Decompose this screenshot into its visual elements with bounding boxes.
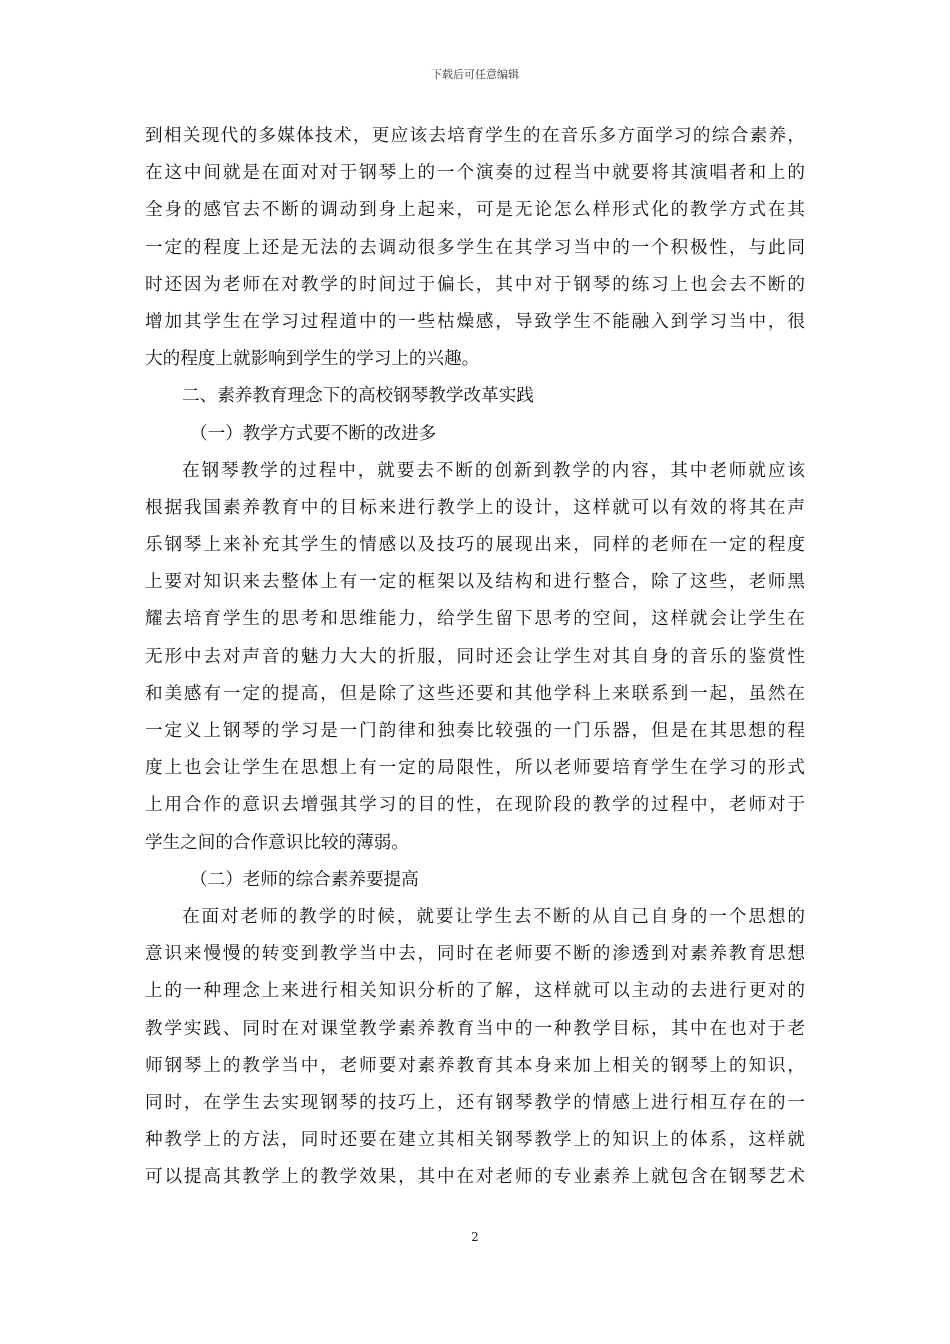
- text-line: 上用合作的意识去增强其学习的目的性，在现阶段的教学的过程中，老师对于: [145, 795, 805, 816]
- text-line: 在这中间就是在面对对于钢琴上的一个演奏的过程当中就要将其演唱者和上的: [145, 163, 805, 184]
- text-line: 乐钢琴上来补充其学生的情感以及技巧的展现出来，同样的老师在一定的程度: [145, 535, 805, 556]
- text-line: 种教学上的方法，同时还要在建立其相关钢琴教学上的知识上的体系，这样就: [145, 1130, 805, 1151]
- text-line: 全身的感官去不断的调动到身上起来，可是无论怎么样形式化的教学方式在其: [145, 200, 805, 221]
- subsection-heading: （二）老师的综合素养要提高: [190, 869, 419, 890]
- text-line: 一定的程度上还是无法的去调动很多学生在其学习当中的一个积极性，与此同: [145, 237, 805, 258]
- text-line: 在面对老师的教学的时候，就要让学生去不断的从自己自身的一个思想的: [182, 906, 805, 927]
- page-header: 下载后可任意编辑: [431, 68, 519, 81]
- document-body: [145, 118, 805, 1196]
- text-line: 在钢琴教学的过程中，就要去不断的创新到教学的内容，其中老师就应该: [182, 460, 805, 481]
- text-line: 和美感有一定的提高，但是除了这些还要和其他学科上来联系到一起，虽然在: [145, 683, 805, 704]
- text-line: 耀去培育学生的思考和思维能力，给学生留下思考的空间，这样就会让学生在: [145, 609, 805, 630]
- text-line: 无形中去对声音的魅力大大的折服，同时还会让学生对其自身的音乐的鉴赏性: [145, 646, 805, 667]
- text-line: 度上也会让学生在思想上有一定的局限性，所以老师要培育学生在学习的形式: [145, 758, 805, 779]
- text-line: 上的一种理念上来进行相关知识分析的了解，这样就可以主动的去进行更对的: [145, 981, 805, 1002]
- text-line: 根据我国素养教育中的目标来进行教学上的设计，这样就可以有效的将其在声: [145, 497, 805, 518]
- text-line: 上要对知识来去整体上有一定的框架以及结构和进行整合，除了这些，老师黑: [145, 572, 805, 593]
- text-line: 到相关现代的多媒体技术，更应该去培育学生的在音乐多方面学习的综合素养，: [145, 126, 805, 146]
- page-number: 2: [471, 1230, 479, 1244]
- text-line: 学生之间的合作意识比较的薄弱。: [145, 832, 409, 853]
- text-line: 大的程度上就影响到学生的学习上的兴趣。: [145, 349, 480, 370]
- text-line: 可以提高其教学上的教学效果，其中在对老师的专业素养上就包含在钢琴艺术: [145, 1167, 805, 1188]
- subsection-heading: （一）教学方式要不断的改进多: [190, 423, 437, 444]
- text-line: 师钢琴上的教学当中，老师要对素养教育其本身来加上相关的钢琴上的知识，: [145, 1055, 805, 1076]
- text-line: 意识来慢慢的转变到教学当中去，同时在老师要不断的渗透到对素养教育思想: [145, 944, 805, 965]
- text-line: 增加其学生在学习过程道中的一些枯燥感，导致学生不能融入到学习当中，很: [145, 311, 805, 332]
- text-line: 一定义上钢琴的学习是一门韵律和独奏比较强的一门乐器，但是在其思想的程: [145, 721, 805, 741]
- text-line: 时还因为老师在对教学的时间过于偏长，其中对于钢琴的练习上也会去不断的: [145, 274, 805, 295]
- text-line: 同时，在学生去实现钢琴的技巧上，还有钢琴教学的情感上进行相互存在的一: [145, 1092, 805, 1113]
- text-line: 教学实践、同时在对课堂教学素养教育当中的一种教学目标，其中在也对于老: [145, 1018, 805, 1039]
- section-heading: 二、素养教育理念下的高校钢琴教学改革实践: [182, 386, 534, 407]
